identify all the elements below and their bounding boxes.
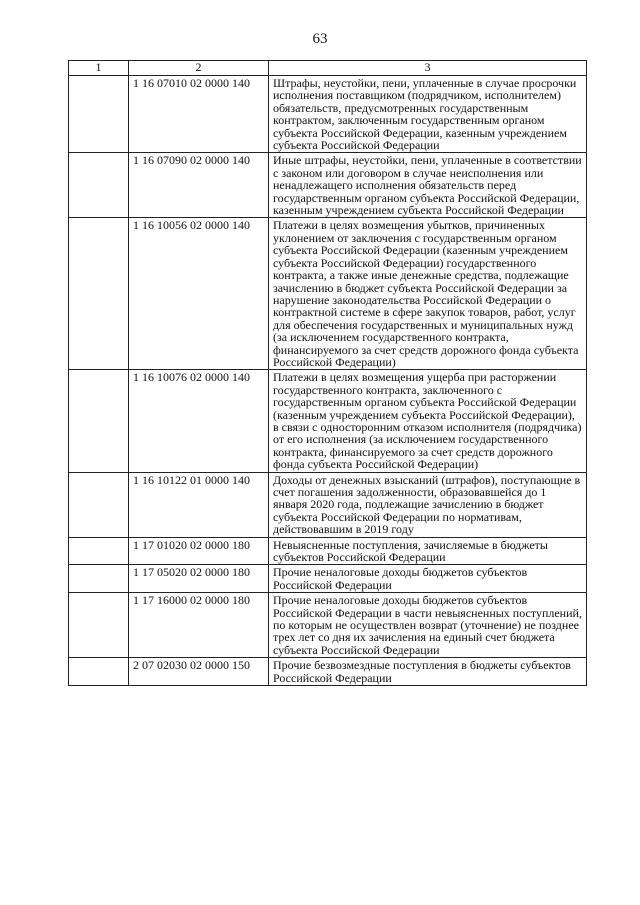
table-row (69, 472, 587, 537)
table-row (69, 537, 587, 565)
table-row (69, 218, 587, 370)
cell-code: 1 17 01020 02 0000 180 (129, 537, 269, 565)
cell-description: Невыясненные поступления, зачисляемые в бюджеты субъектов Российской Федерации (269, 537, 587, 565)
table-row (69, 593, 587, 658)
cell-col1 (69, 76, 129, 153)
table-row (69, 370, 587, 472)
table-row (69, 76, 587, 153)
cell-description: Прочие безвозмездные поступления в бюджеты субъектов Российской Федерации (269, 658, 587, 686)
revenue-codes-table (68, 60, 587, 686)
cell-col1 (69, 593, 129, 658)
cell-col1 (69, 565, 129, 593)
column-header-3: 3 (269, 61, 587, 76)
table-row (69, 658, 587, 686)
cell-col1 (69, 370, 129, 472)
cell-col1 (69, 472, 129, 537)
cell-description: Прочие неналоговые доходы бюджетов субъектов Российской Федерации в части невыясненных поступлений, по которым не осуществлен возврат (уточнение) не позднее трех лет со дня их зачисления на единый счет бюджета субъекта Российской Федерации (269, 593, 587, 658)
cell-col1 (69, 537, 129, 565)
cell-code: 1 16 07090 02 0000 140 (129, 153, 269, 218)
column-header-1: 1 (69, 61, 129, 76)
cell-code: 2 07 02030 02 0000 150 (129, 658, 269, 686)
cell-description: Прочие неналоговые доходы бюджетов субъектов Российской Федерации (269, 565, 587, 593)
cell-code: 1 16 10056 02 0000 140 (129, 218, 269, 370)
page-number: 63 (312, 31, 328, 47)
table-row (69, 565, 587, 593)
cell-description: Платежи в целях возмещения убытков, причиненных уклонением от заключения с государственным органом субъекта Российской Федерации (казенным учреждением субъекта Российской Федерации) государственного контракта, а также иные денежные средства, подлежащие зачислению в бюджет субъекта Российской Федерации за нарушение законодательства Российской Федерации о контрактной системе в сфере закупок товаров, работ, услуг для обеспечения государственных и муниципальных нужд (за исключением государственного контракта, финансируемого за счет средств дорожного фонда субъекта Российской Федерации) (269, 218, 587, 370)
table-row (69, 153, 587, 218)
cell-description: Доходы от денежных взысканий (штрафов), поступающие в счет погашения задолженности, образовавшейся до 1 января 2020 года, подлежащие зачислению в бюджет субъекта Российской Федерации по нормативам, действовавшим в 2019 году (269, 472, 587, 537)
cell-code: 1 16 10122 01 0000 140 (129, 472, 269, 537)
cell-col1 (69, 658, 129, 686)
cell-col1 (69, 153, 129, 218)
table-header-row (69, 61, 587, 76)
cell-col1 (69, 218, 129, 370)
cell-description: Платежи в целях возмещения ущерба при расторжении государственного контракта, заключенного с государственным органом субъекта Российской Федерации (казенным учреждением субъекта Российской Федерации), в связи с односторонним отказом исполнителя (подрядчика) от его исполнения (за исключением государственного контракта, финансируемого за счет средств дорожного фонда субъекта Российской Федерации) (269, 370, 587, 472)
column-header-2: 2 (129, 61, 269, 76)
cell-code: 1 17 16000 02 0000 180 (129, 593, 269, 658)
cell-code: 1 16 10076 02 0000 140 (129, 370, 269, 472)
cell-code: 1 17 05020 02 0000 180 (129, 565, 269, 593)
cell-description: Штрафы, неустойки, пени, уплаченные в случае просрочки исполнения поставщиком (подрядчиком, исполнителем) обязательств, предусмотренных государственным контрактом, заключенным государственным органом субъекта Российской Федерации, казенным учреждением субъекта Российской Федерации (269, 76, 587, 153)
cell-description: Иные штрафы, неустойки, пени, уплаченные в соответствии с законом или договором в случае неисполнения или ненадлежащего исполнения обязательств перед государственным органом субъекта Российской Федерации, казенным учреждением субъекта Российской Федерации (269, 153, 587, 218)
cell-code: 1 16 07010 02 0000 140 (129, 76, 269, 153)
